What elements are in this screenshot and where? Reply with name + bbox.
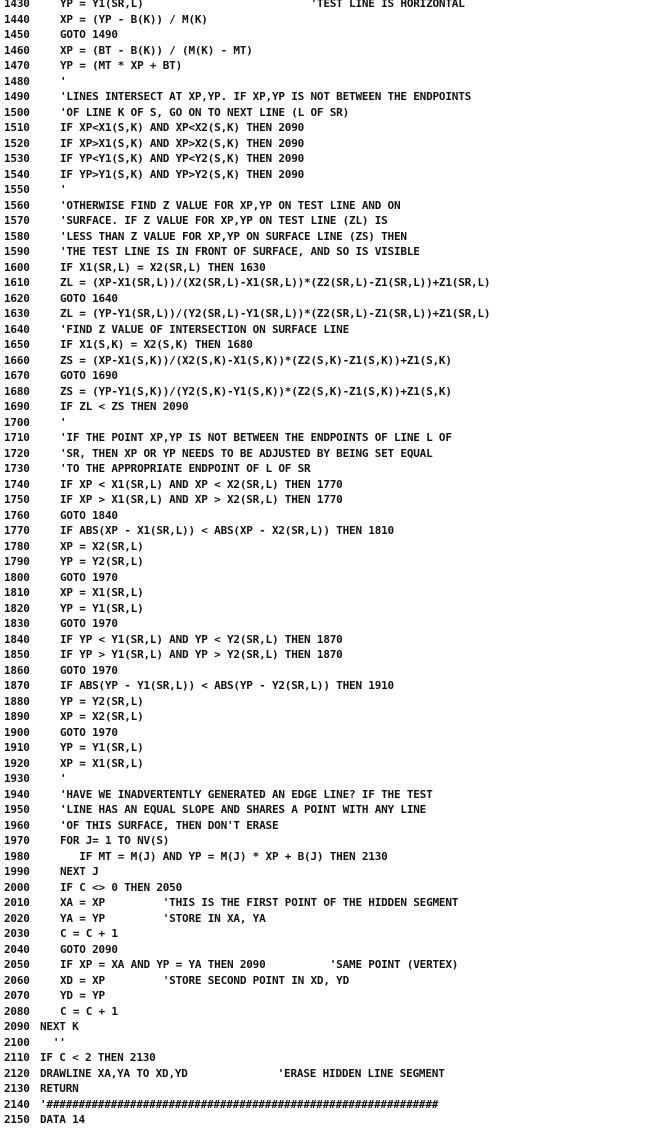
line-number: 1960	[4, 818, 30, 832]
code-line	[4, 911, 649, 927]
line-code: '	[60, 183, 67, 196]
code-line	[4, 260, 649, 276]
line-code: XA = XP 'THIS IS THE FIRST POINT OF THE HIDDEN SEGMENT	[60, 896, 459, 909]
line-code: GOTO 1840	[60, 508, 118, 522]
line-code: IF ABS(YP - Y1(SR,L)) < ABS(YP - Y2(SR,L)) THEN 1910	[60, 679, 394, 692]
code-line	[4, 1035, 649, 1051]
code-line	[4, 198, 649, 214]
line-code: 'SURFACE. IF Z VALUE FOR XP,YP ON TEST LINE (ZL) IS	[60, 214, 388, 227]
line-code: IF C <> 0 THEN 2050	[60, 880, 183, 894]
code-line	[4, 229, 649, 245]
line-number: 1940	[4, 787, 30, 801]
line-number: 1590	[4, 245, 30, 258]
code-line	[4, 213, 649, 229]
code-line	[4, 182, 649, 198]
line-number: 1680	[4, 384, 30, 398]
line-code: IF XP < X1(SR,L) AND XP < X2(SR,L) THEN 1770	[60, 477, 343, 491]
line-number: 2040	[4, 942, 30, 956]
code-line	[4, 973, 649, 989]
code-line	[4, 802, 649, 818]
line-number: 1830	[4, 617, 30, 630]
code-line	[4, 136, 649, 152]
line-code: '	[60, 415, 67, 429]
code-line	[4, 477, 649, 493]
code-line	[4, 461, 649, 477]
line-code: IF YP>Y1(S,K) AND YP>Y2(S,K) THEN 2090	[60, 167, 305, 181]
line-number: 1640	[4, 322, 30, 336]
line-code: GOTO 1490	[60, 28, 118, 41]
line-code: YP = Y2(SR,L)	[60, 555, 144, 568]
line-code: GOTO 1970	[60, 725, 118, 739]
line-number: 1760	[4, 508, 30, 522]
line-code: IF X1(SR,L) = X2(SR,L) THEN 1630	[60, 260, 266, 274]
line-code: YA = YP 'STORE IN XA, YA	[60, 911, 266, 925]
code-line	[4, 12, 649, 28]
line-code: IF MT = M(J) AND YP = M(J) * XP + B(J) THEN 2130	[60, 849, 388, 863]
line-number: 2110	[4, 1051, 30, 1064]
code-line	[4, 895, 649, 911]
code-line	[4, 291, 649, 307]
line-number: 2000	[4, 880, 30, 894]
line-code: '	[60, 74, 67, 88]
line-number: 1630	[4, 307, 30, 320]
code-line	[4, 508, 649, 524]
line-code: FOR J= 1 TO NV(S)	[60, 834, 170, 847]
line-code: GOTO 1690	[60, 369, 118, 382]
line-code: IF YP<Y1(S,K) AND YP<Y2(S,K) THEN 2090	[60, 152, 305, 165]
code-line	[4, 322, 649, 338]
code-line	[4, 399, 649, 415]
line-number: 1560	[4, 198, 30, 212]
line-number: 1600	[4, 260, 30, 274]
line-code: '	[60, 772, 67, 785]
line-code: 'THE TEST LINE IS IN FRONT OF SURFACE, AND SO IS VISIBLE	[60, 245, 420, 258]
line-code: ZS = (XP-X1(S,K))/(X2(S,K)-X1(S,K))*(Z2(S,K)-Z1(S,K))+Z1(S,K)	[60, 353, 452, 367]
code-line	[4, 880, 649, 896]
code-line	[4, 1050, 649, 1066]
line-number: 1580	[4, 229, 30, 243]
line-code: GOTO 1970	[60, 570, 118, 584]
code-line	[4, 244, 649, 260]
code-line	[4, 58, 649, 74]
code-line	[4, 554, 649, 570]
line-number: 1860	[4, 663, 30, 677]
code-line	[4, 492, 649, 508]
line-number: 2060	[4, 973, 30, 987]
code-line	[4, 368, 649, 384]
code-line	[4, 430, 649, 446]
code-line	[4, 833, 649, 849]
line-code: GOTO 2090	[60, 942, 118, 956]
line-number: 1790	[4, 555, 30, 568]
code-line	[4, 632, 649, 648]
line-code: YP = Y2(SR,L)	[60, 694, 144, 708]
line-number: 2140	[4, 1097, 30, 1111]
line-number: 1900	[4, 725, 30, 739]
line-number: 1610	[4, 276, 30, 289]
line-code: IF C < 2 THEN 2130	[40, 1051, 156, 1064]
code-line	[4, 663, 649, 679]
line-code: GOTO 1640	[60, 291, 118, 305]
line-number: 1730	[4, 462, 30, 475]
code-line	[4, 1066, 649, 1082]
line-number: 1700	[4, 415, 30, 429]
line-code: ZL = (YP-Y1(SR,L))/(Y2(SR,L)-Y1(SR,L))*(Z2(SR,L)-Z1(SR,L))+Z1(SR,L)	[60, 307, 491, 320]
code-line	[4, 709, 649, 725]
line-code: 'LINE HAS AN EQUAL SLOPE AND SHARES A POINT WITH ANY LINE	[60, 803, 427, 816]
code-line	[4, 585, 649, 601]
line-code: XP = X2(SR,L)	[60, 710, 144, 723]
code-line	[4, 1019, 649, 1035]
line-code: C = C + 1	[60, 927, 118, 940]
code-line	[4, 926, 649, 942]
line-number: 1470	[4, 59, 30, 72]
code-line	[4, 725, 649, 741]
line-number: 1540	[4, 167, 30, 181]
line-number: 1950	[4, 803, 30, 816]
line-number: 1520	[4, 136, 30, 150]
line-number: 1490	[4, 90, 30, 103]
line-code: YD = YP	[60, 989, 105, 1002]
line-number: 1530	[4, 152, 30, 165]
line-number: 1430	[4, 0, 30, 10]
code-line	[4, 43, 649, 59]
line-number: 1970	[4, 834, 30, 847]
line-number: 1670	[4, 369, 30, 382]
code-line	[4, 306, 649, 322]
code-line	[4, 942, 649, 958]
line-code: DATA 14	[40, 1113, 85, 1126]
line-number: 1460	[4, 43, 30, 57]
code-line	[4, 570, 649, 586]
code-line	[4, 446, 649, 462]
line-number: 1740	[4, 477, 30, 491]
code-line	[4, 818, 649, 834]
line-number: 2050	[4, 958, 30, 971]
line-code: 'OF LINE K OF S, GO ON TO NEXT LINE (L OF SR)	[60, 105, 350, 119]
code-line	[4, 74, 649, 90]
code-line	[4, 601, 649, 617]
line-code: IF YP > Y1(SR,L) AND YP > Y2(SR,L) THEN 1870	[60, 648, 343, 661]
line-number: 1890	[4, 710, 30, 723]
line-number: 1780	[4, 539, 30, 553]
line-number: 1980	[4, 849, 30, 863]
line-code: IF XP > X1(SR,L) AND XP > X2(SR,L) THEN 1770	[60, 493, 343, 506]
line-code: 'LINES INTERSECT AT XP,YP. IF XP,YP IS NOT BETWEEN THE ENDPOINTS	[60, 90, 472, 103]
line-number: 1910	[4, 741, 30, 754]
line-number: 1990	[4, 865, 30, 878]
line-number: 1660	[4, 353, 30, 367]
line-code: NEXT K	[40, 1020, 79, 1033]
line-number: 2080	[4, 1004, 30, 1018]
line-number: 2030	[4, 927, 30, 940]
code-line	[4, 27, 649, 43]
line-code: 'HAVE WE INADVERTENTLY GENERATED AN EDGE LINE? IF THE TEST	[60, 787, 433, 801]
line-code: 'LESS THAN Z VALUE FOR XP,YP ON SURFACE LINE (ZS) THEN	[60, 229, 407, 243]
line-number: 1920	[4, 756, 30, 770]
line-code: IF XP = XA AND YP = YA THEN 2090 'SAME POINT (VERTEX)	[60, 958, 459, 971]
code-line	[4, 678, 649, 694]
line-code: IF ZL < ZS THEN 2090	[60, 400, 189, 413]
line-code: NEXT J	[60, 865, 99, 878]
line-code: XP = X2(SR,L)	[60, 539, 144, 553]
code-line	[4, 988, 649, 1004]
code-line	[4, 756, 649, 772]
line-number: 1650	[4, 338, 30, 351]
code-line	[4, 167, 649, 183]
code-line	[4, 849, 649, 865]
code-line	[4, 539, 649, 555]
line-number: 1480	[4, 74, 30, 88]
code-line	[4, 1112, 649, 1128]
line-code: XP = X1(SR,L)	[60, 586, 144, 599]
line-number: 1550	[4, 183, 30, 196]
line-number: 2090	[4, 1020, 30, 1033]
line-code: ZL = (XP-X1(SR,L))/(X2(SR,L)-X1(SR,L))*(Z2(SR,L)-Z1(SR,L))+Z1(SR,L)	[60, 276, 491, 289]
line-code: C = C + 1	[60, 1004, 118, 1018]
code-line	[4, 740, 649, 756]
code-line	[4, 523, 649, 539]
line-code: XP = (YP - B(K)) / M(K)	[60, 12, 208, 26]
code-line	[4, 957, 649, 973]
code-line	[4, 1081, 649, 1097]
line-number: 1440	[4, 12, 30, 26]
code-line	[4, 1004, 649, 1020]
line-code: IF XP>X1(S,K) AND XP>X2(S,K) THEN 2090	[60, 136, 305, 150]
line-number: 1720	[4, 446, 30, 460]
code-line	[4, 771, 649, 787]
line-code: 'OF THIS SURFACE, THEN DON'T ERASE	[60, 818, 279, 832]
line-number: 1820	[4, 601, 30, 615]
line-code: ZS = (YP-Y1(S,K))/(Y2(S,K)-Y1(S,K))*(Z2(S,K)-Z1(S,K))+Z1(S,K)	[60, 384, 452, 398]
line-number: 1710	[4, 431, 30, 444]
line-number: 1840	[4, 632, 30, 646]
line-number: 1500	[4, 105, 30, 119]
line-code: YP = Y1(SR,L)	[60, 601, 144, 615]
line-code: IF XP<X1(S,K) AND XP<X2(S,K) THEN 2090	[60, 121, 305, 134]
line-code: 'TO THE APPROPRIATE ENDPOINT OF L OF SR	[60, 462, 311, 475]
code-line	[4, 616, 649, 632]
line-number: 2010	[4, 896, 30, 909]
line-number: 2130	[4, 1082, 30, 1095]
code-line	[4, 384, 649, 400]
code-line	[4, 353, 649, 369]
line-number: 1880	[4, 694, 30, 708]
code-line	[4, 694, 649, 710]
line-code: GOTO 1970	[60, 663, 118, 677]
line-code: 'IF THE POINT XP,YP IS NOT BETWEEN THE ENDPOINTS OF LINE L OF	[60, 431, 452, 444]
line-code: GOTO 1970	[60, 617, 118, 630]
line-number: 1770	[4, 524, 30, 537]
line-number: 1930	[4, 772, 30, 785]
line-number: 2120	[4, 1066, 30, 1080]
code-line	[4, 1097, 649, 1113]
code-line	[4, 105, 649, 121]
line-code: 'OTHERWISE FIND Z VALUE FOR XP,YP ON TEST LINE AND ON	[60, 198, 401, 212]
code-line	[4, 89, 649, 105]
line-code: IF YP < Y1(SR,L) AND YP < Y2(SR,L) THEN 1870	[60, 632, 343, 646]
line-code: IF X1(S,K) = X2(S,K) THEN 1680	[60, 338, 253, 351]
line-number: 1570	[4, 214, 30, 227]
line-code: 'SR, THEN XP OR YP NEEDS TO BE ADJUSTED BY BEING SET EQUAL	[60, 446, 433, 460]
line-number: 1450	[4, 28, 30, 41]
line-code: ''	[40, 1035, 66, 1049]
program-listing	[4, 0, 649, 1128]
code-line	[4, 275, 649, 291]
line-number: 2150	[4, 1113, 30, 1126]
line-number: 1750	[4, 493, 30, 506]
code-line	[4, 415, 649, 431]
line-code: IF ABS(XP - X1(SR,L)) < ABS(XP - X2(SR,L)) THEN 1810	[60, 524, 394, 537]
line-number: 1510	[4, 121, 30, 134]
line-code: YP = Y1(SR,L)	[60, 741, 144, 754]
line-code: DRAWLINE XA,YA TO XD,YD 'ERASE HIDDEN LINE SEGMENT	[40, 1066, 445, 1080]
line-number: 1810	[4, 586, 30, 599]
line-number: 1690	[4, 400, 30, 413]
code-line	[4, 337, 649, 353]
code-line	[4, 647, 649, 663]
code-line	[4, 120, 649, 136]
line-number: 1800	[4, 570, 30, 584]
line-code: 'FIND Z VALUE OF INTERSECTION ON SURFACE LINE	[60, 322, 350, 336]
line-number: 2020	[4, 911, 30, 925]
line-number: 2100	[4, 1035, 30, 1049]
line-number: 1620	[4, 291, 30, 305]
line-code: XD = XP 'STORE SECOND POINT IN XD, YD	[60, 973, 350, 987]
line-code: XP = (BT - B(K)) / (M(K) - MT)	[60, 43, 253, 57]
code-line	[4, 151, 649, 167]
line-number: 1850	[4, 648, 30, 661]
code-line	[4, 864, 649, 880]
line-number: 2070	[4, 989, 30, 1002]
code-line	[4, 0, 649, 12]
line-code: YP = (MT * XP + BT)	[60, 59, 183, 72]
code-line	[4, 787, 649, 803]
line-number: 1870	[4, 679, 30, 692]
line-code: '#############################################################	[40, 1097, 439, 1111]
line-code: XP = X1(SR,L)	[60, 756, 144, 770]
line-code: YP = Y1(SR,L) 'TEST LINE IS HORIZONTAL	[60, 0, 465, 10]
line-code: RETURN	[40, 1082, 79, 1095]
